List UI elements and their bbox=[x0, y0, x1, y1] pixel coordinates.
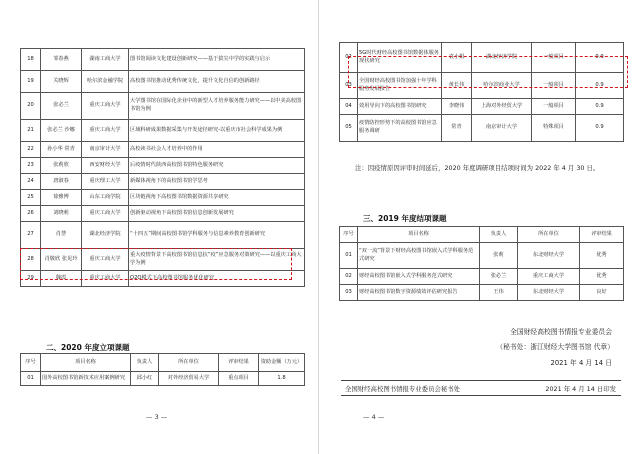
cell-no: 01 bbox=[340, 243, 358, 269]
cell-names: 孙小华 常青 bbox=[41, 142, 82, 158]
cell-level: 一般项目 bbox=[532, 73, 576, 99]
cell-title: 重大疫情背景下高校图书馆信息抗“疫”应急服务对策研究——以重庆工商大学为例 bbox=[129, 249, 305, 271]
cell-names: 邹春燕 bbox=[41, 49, 82, 71]
footer-date: 2021 年 4 月 14 日印发 bbox=[545, 385, 616, 393]
cell-leader: 黄长伟 bbox=[442, 73, 472, 99]
cell-level: 一般项目 bbox=[532, 99, 576, 115]
cell-amount: 0.9 bbox=[576, 99, 624, 115]
cell-level: 一般项目 bbox=[532, 43, 576, 73]
cell-leader: 张莉 bbox=[480, 243, 518, 269]
signature-org: 全国财经高校图书情报专业委员会 bbox=[510, 328, 612, 336]
cell-amount: 0.9 bbox=[576, 115, 624, 142]
cell-result: 重点项目 bbox=[219, 372, 259, 386]
column-header: 资助金额（万元） bbox=[259, 354, 305, 372]
cell-no: 18 bbox=[21, 49, 41, 71]
cell-no: 05 bbox=[340, 115, 358, 142]
cell-no: 03 bbox=[340, 73, 358, 99]
cell-title: 高校图书馆推动优秀传统文化，提升文化自信的创新路径 bbox=[129, 71, 305, 93]
cell-unit: 东北财经大学 bbox=[518, 243, 580, 269]
cell-names: 肖慧 bbox=[41, 222, 82, 249]
cell-title: O2O模式下高校图书馆服务优化研究 bbox=[129, 271, 305, 287]
cell-unit: 重庆工商大学 bbox=[518, 269, 580, 285]
cell-result: 良好 bbox=[580, 285, 624, 301]
table-row bbox=[21, 142, 305, 158]
signature-sub: （秘书处：浙江财经大学图书馆 代章） bbox=[496, 343, 614, 351]
cell-unit: 重庆理工大学 bbox=[82, 174, 129, 190]
table-row bbox=[340, 243, 624, 269]
cell-title: “双一流”背景下财经高校图书馆嵌入式学科服务范式研究 bbox=[358, 243, 480, 269]
cell-no: 21 bbox=[21, 120, 41, 142]
signature-date: 2021 年 4 月 14 日 bbox=[550, 359, 612, 367]
table-row bbox=[340, 115, 624, 142]
column-header: 所在单位 bbox=[159, 354, 219, 372]
cell-no: 28 bbox=[21, 249, 41, 271]
cell-leader: 袁小娟 bbox=[442, 43, 472, 73]
cell-names: 张必兰 沙娜 bbox=[41, 120, 82, 142]
cell-unit: 南京审计大学 bbox=[82, 142, 129, 158]
cell-amount: 0.9 bbox=[576, 43, 624, 73]
cell-unit: 西安财经大学 bbox=[82, 158, 129, 174]
cell-no: 20 bbox=[21, 93, 41, 120]
cell-title: 5G时代财经高校图书馆数据体服务现状研究 bbox=[358, 43, 442, 73]
cell-title: 财经高校图书馆嵌入式学科服务范式研究 bbox=[358, 269, 480, 285]
cell-title: 疫情防控形势下的高校图书馆应急服务调研 bbox=[358, 115, 442, 142]
cell-unit: 重庆工商大学 bbox=[82, 93, 129, 120]
cell-unit: 重庆工商大学 bbox=[82, 249, 129, 271]
cell-unit: 哈尔滨商业大学 bbox=[472, 73, 532, 99]
cell-title: 国外高校图书馆新技术应用案例研究 bbox=[41, 372, 131, 386]
highlight-row-27 bbox=[20, 248, 292, 280]
cell-no: 27 bbox=[21, 222, 41, 249]
table-row bbox=[21, 71, 305, 93]
cell-no: 03 bbox=[340, 285, 358, 301]
cell-no: 24 bbox=[21, 174, 41, 190]
page-number-left: — 3 — bbox=[146, 413, 168, 421]
cell-no: 23 bbox=[21, 158, 41, 174]
cell-title: 创新驱动视角下高校图书馆信息创新发展研究 bbox=[129, 206, 305, 222]
cell-unit: 重庆工商大学 bbox=[82, 271, 129, 287]
table-row bbox=[340, 269, 624, 285]
cell-unit: 重庆工商大学 bbox=[82, 206, 129, 222]
cell-no: 02 bbox=[340, 269, 358, 285]
footer-rule-bottom bbox=[341, 395, 621, 396]
cell-no: 02 bbox=[340, 43, 358, 73]
column-header: 负责人 bbox=[480, 227, 518, 243]
cell-result: 优秀 bbox=[580, 243, 624, 269]
table-row bbox=[21, 158, 305, 174]
cell-title: 大学图书馆在国际化企业中的新型人才培养服务能力研究——以中美高校图书馆为例 bbox=[129, 93, 305, 120]
cell-names: 肖敬欣 张见玲 bbox=[41, 249, 82, 271]
cell-unit: 重庆工商大学 bbox=[82, 120, 129, 142]
cell-unit: 上海对外经贸大学 bbox=[472, 99, 532, 115]
footnote: 注：因疫情原因评审时间延后，2020 年度调研项目结项时间为 2022 年 4 月 30 日。 bbox=[355, 164, 600, 172]
cell-unit: 哈尔滨金融学院 bbox=[82, 71, 129, 93]
page-number-right: — 4 — bbox=[363, 413, 385, 421]
cell-no: 19 bbox=[21, 71, 41, 93]
table-row bbox=[21, 372, 305, 386]
cell-unit: 山东工商学院 bbox=[82, 190, 129, 206]
column-header: 项目名称 bbox=[358, 227, 480, 243]
cell-names: 关晓辉 bbox=[41, 71, 82, 93]
cell-leader: 王伟 bbox=[480, 285, 518, 301]
cell-no: 25 bbox=[21, 190, 41, 206]
cell-leader: 常青 bbox=[442, 115, 472, 142]
cell-unit: 湖北经济学院 bbox=[472, 43, 532, 73]
cell-no: 26 bbox=[21, 206, 41, 222]
cell-title: 效用导向下的高校图书馆研究 bbox=[358, 99, 442, 115]
table-row bbox=[21, 206, 305, 222]
cell-title: 区域科研成果数据采集与开发途径研究-以重庆市社会科学成果为例 bbox=[129, 120, 305, 142]
right-page bbox=[319, 0, 638, 454]
cell-title: 后疫情时代陕西高校图书馆特色服务研究 bbox=[129, 158, 305, 174]
cell-unit: 湖北经济学院 bbox=[82, 222, 129, 249]
cell-no: 29 bbox=[21, 271, 41, 287]
cell-title: 财经高校图书馆数字资源绩效评估研究报告 bbox=[358, 285, 480, 301]
table-row bbox=[21, 93, 305, 120]
column-header: 序号 bbox=[340, 227, 358, 243]
table-row bbox=[21, 190, 305, 206]
footer-rule-top bbox=[341, 380, 621, 381]
column-header: 所在单位 bbox=[518, 227, 580, 243]
cell-unit: 对外经济贸易大学 bbox=[159, 372, 219, 386]
highlight-row-02 bbox=[348, 56, 628, 88]
cell-level: 特殊项目 bbox=[532, 115, 576, 142]
cell-names: 张必兰 bbox=[41, 93, 82, 120]
cell-names: 唐淑春 bbox=[41, 174, 82, 190]
section2-heading: 二、2020 年度立项课题 bbox=[46, 343, 130, 352]
column-header: 负责人 bbox=[131, 354, 159, 372]
cell-unit: 南京审计大学 bbox=[472, 115, 532, 142]
cell-unit: 东北财经大学 bbox=[518, 285, 580, 301]
table-row bbox=[340, 285, 624, 301]
cell-no: 22 bbox=[21, 142, 41, 158]
table-row bbox=[21, 222, 305, 249]
section3-heading: 三、2019 年度结项课题 bbox=[363, 214, 447, 223]
cell-title: 全国财经高校图书馆加强十年学科服务发展报告 bbox=[358, 73, 442, 99]
cell-names: 刘晓莉 bbox=[41, 206, 82, 222]
cell-unit: 湖南工商大学 bbox=[82, 49, 129, 71]
column-header: 评审结果 bbox=[219, 354, 259, 372]
column-header: 序号 bbox=[21, 354, 41, 372]
project-2020-table bbox=[20, 353, 305, 386]
cell-leader: 李晓伟 bbox=[442, 99, 472, 115]
cell-title: “十四五”期间高校图书馆学科服务与信息素养教育创新研究 bbox=[129, 222, 305, 249]
table-row bbox=[21, 174, 305, 190]
table-row bbox=[21, 49, 305, 71]
cell-names: 魏霞 bbox=[41, 271, 82, 287]
closed-2019-table bbox=[339, 226, 624, 301]
cell-title: 区块链视角下高校图书馆数据资源共享研究 bbox=[129, 190, 305, 206]
cell-result: 优秀 bbox=[580, 269, 624, 285]
cell-no: 01 bbox=[21, 372, 41, 386]
cell-title: 新媒体视角下的高校图书馆学思考 bbox=[129, 174, 305, 190]
column-header: 项目名称 bbox=[41, 354, 131, 372]
cell-amount: 1.8 bbox=[259, 372, 305, 386]
cell-names: 张莉欣 bbox=[41, 158, 82, 174]
table-row bbox=[340, 99, 624, 115]
cell-amount: 0.9 bbox=[576, 73, 624, 99]
cell-no: 04 bbox=[340, 99, 358, 115]
cell-title: 图书馆阅读文化建设创新研究——基于拔尖中学的实践与启示 bbox=[129, 49, 305, 71]
cell-title: 高校读书社会人才培养中的作用 bbox=[129, 142, 305, 158]
table-row bbox=[21, 120, 305, 142]
footer-issuer: 全国财经高校图书情报专业委员会秘书处 bbox=[345, 385, 461, 393]
cell-leader: 张必兰 bbox=[480, 269, 518, 285]
cell-names: 徐雅博 bbox=[41, 190, 82, 206]
column-header: 评审结果 bbox=[580, 227, 624, 243]
cell-leader: 邱小红 bbox=[131, 372, 159, 386]
